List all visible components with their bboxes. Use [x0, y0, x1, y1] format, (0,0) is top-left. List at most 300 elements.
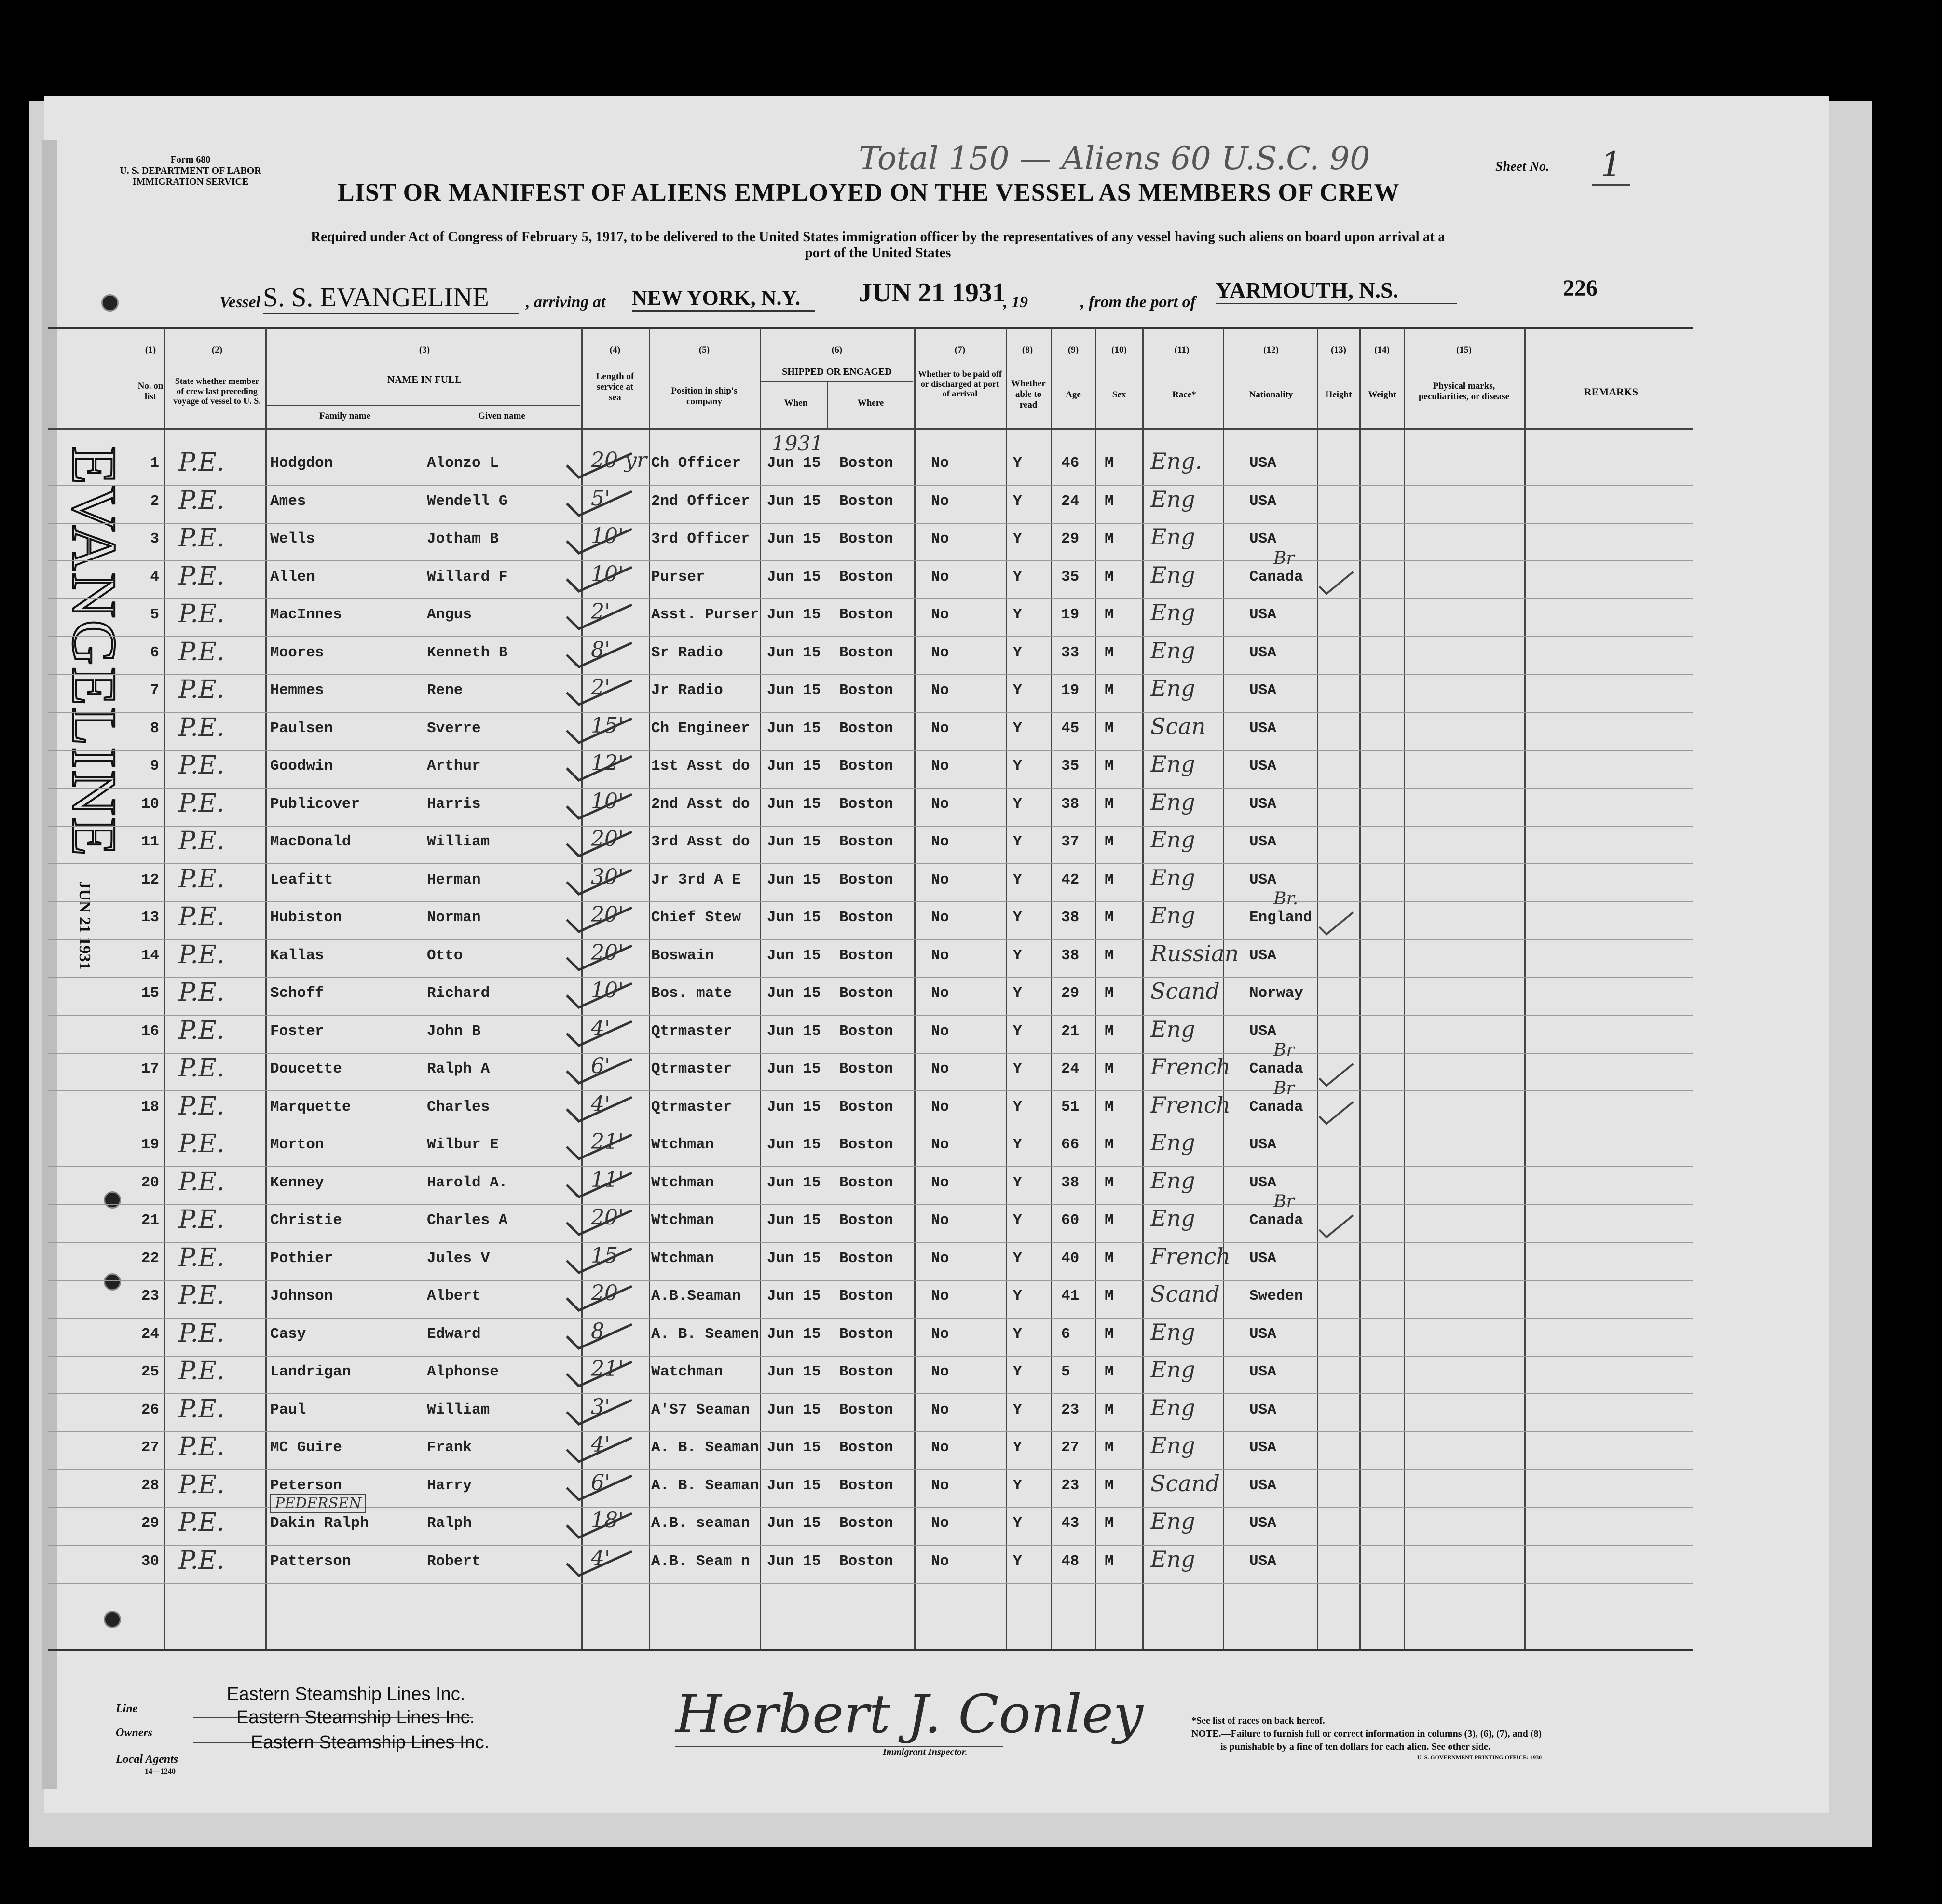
paid-off: No [931, 1250, 949, 1267]
nationality: Norway [1249, 985, 1303, 1002]
check-mark-icon [564, 637, 637, 669]
shipped-when: Jun 15 [767, 568, 821, 585]
nationality-note: Br [1273, 1192, 1295, 1211]
prev-voyage: P.E. [178, 940, 225, 969]
prev-voyage: P.E. [178, 637, 225, 666]
col-num-13: (13) [1331, 345, 1346, 355]
able-to-read: Y [1013, 1439, 1022, 1456]
printer-note: U. S. GOVERNMENT PRINTING OFFICE: 1930 [1417, 1754, 1542, 1761]
col-header-given: Given name [478, 411, 525, 421]
sex: M [1105, 985, 1114, 1002]
position: 1st Asst do [651, 758, 750, 775]
age: 38 [1061, 1174, 1080, 1191]
service-length: 12' [591, 751, 624, 775]
given-name: Herman [427, 871, 481, 888]
race: Eng [1150, 675, 1195, 701]
nationality: USA [1249, 871, 1276, 888]
check-mark-icon [564, 1284, 637, 1313]
given-name: Robert [427, 1552, 481, 1570]
row-number: 20 [141, 1174, 159, 1191]
punch-hole [104, 1611, 121, 1628]
given-name: John B [427, 1022, 481, 1040]
check-mark-icon [564, 1019, 637, 1048]
prev-voyage: P.E. [178, 1470, 225, 1499]
table-row [0, 827, 1942, 867]
shipped-when: Jun 15 [767, 455, 821, 472]
position: Chief Stew [651, 909, 741, 926]
race: Eng [1150, 827, 1195, 853]
prev-voyage: P.E. [178, 599, 225, 628]
shipped-where: Boston [839, 455, 893, 472]
sex: M [1105, 1098, 1114, 1115]
given-name: Arthur [427, 758, 481, 775]
race: Scand [1150, 1281, 1220, 1307]
prev-voyage: P.E. [178, 1129, 225, 1158]
row-number: 16 [141, 1022, 159, 1040]
service-length: 4' [591, 1091, 611, 1116]
col-num-10: (10) [1111, 345, 1127, 355]
table-row [0, 1167, 1942, 1208]
shipped-where: Boston [839, 492, 893, 510]
vessel-label: Vessel [219, 293, 260, 311]
row-number: 14 [141, 947, 159, 964]
date-stamp: JUN 21 1931 [859, 278, 1006, 308]
age: 35 [1061, 758, 1080, 775]
col-num-3: (3) [419, 345, 430, 355]
shipped-where: Boston [839, 985, 893, 1002]
service-length: 30' [591, 864, 624, 889]
given-name: Otto [427, 947, 463, 964]
row-number: 7 [150, 682, 159, 699]
agents-label: Local Agents [116, 1753, 178, 1766]
table-row [0, 1319, 1942, 1360]
able-to-read: Y [1013, 1250, 1022, 1267]
shipped-where: Boston [839, 1212, 893, 1229]
paid-off: No [931, 1552, 949, 1570]
given-name: William [427, 833, 490, 850]
service-length: 20' [591, 1205, 624, 1230]
given-name: Willard F [427, 568, 508, 585]
check-mark-icon [564, 565, 637, 594]
shipped-where: Boston [839, 568, 893, 585]
check-mark-icon [564, 1398, 637, 1427]
check-mark-icon [564, 716, 637, 745]
check-mark-icon [564, 1435, 637, 1464]
position: Qtrmaster [651, 1061, 732, 1077]
prev-voyage: P.E. [178, 1508, 225, 1537]
age: 43 [1061, 1515, 1080, 1532]
table-row [0, 1394, 1942, 1435]
col-num-4: (4) [609, 345, 621, 355]
position: A. B. Seaman [651, 1439, 759, 1456]
row-number: 2 [150, 492, 159, 510]
prev-voyage: P.E. [178, 978, 225, 1007]
shipped-where: Boston [839, 1477, 893, 1494]
shipped-where: Boston [839, 1325, 893, 1343]
age: 23 [1061, 1401, 1080, 1418]
sex: M [1105, 1174, 1114, 1191]
table-row [0, 599, 1942, 640]
table-row [0, 486, 1942, 527]
position: A'S7 Seaman [651, 1401, 750, 1418]
given-name: Alphonse [427, 1363, 499, 1380]
prev-voyage: P.E. [178, 1243, 225, 1272]
arriving-label: , arriving at [526, 293, 606, 311]
shipped-where: Boston [839, 1098, 893, 1115]
race: French [1150, 1091, 1231, 1118]
row-number: 24 [141, 1325, 159, 1343]
able-to-read: Y [1013, 1401, 1022, 1418]
col-header-sex: Sex [1112, 390, 1126, 400]
nationality: England [1249, 909, 1313, 926]
given-name: Frank [427, 1439, 472, 1456]
service-length: 20 [591, 1281, 618, 1306]
shipped-when: Jun 15 [767, 985, 821, 1002]
service-length: 20' [591, 902, 624, 927]
position: Wtchman [651, 1174, 714, 1191]
form-id: Form 680 [170, 154, 211, 165]
family-name: Peterson [270, 1477, 342, 1494]
age: 21 [1061, 1022, 1080, 1040]
given-name: Norman [427, 909, 481, 926]
check-mark-icon [564, 602, 637, 631]
age: 24 [1061, 1061, 1080, 1077]
table-row [0, 1281, 1942, 1321]
age: 41 [1061, 1288, 1080, 1305]
row-number: 27 [141, 1439, 159, 1456]
race: Eng [1150, 1205, 1195, 1231]
table-row [0, 1192, 1942, 1246]
table-row [0, 1357, 1942, 1397]
race: Eng [1150, 637, 1195, 664]
prev-voyage: P.E. [178, 1281, 225, 1310]
nationality: USA [1249, 1401, 1276, 1418]
check-mark-icon [564, 1167, 637, 1199]
row-number: 19 [141, 1136, 159, 1153]
year-note: 1931 [772, 432, 823, 455]
service-length: 10' [591, 978, 624, 1003]
sex: M [1105, 1061, 1114, 1077]
table-row [0, 789, 1942, 830]
paid-off: No [931, 720, 949, 737]
nationality: Canada [1249, 1061, 1303, 1077]
position: 2nd Officer [651, 492, 750, 510]
shipped-where: Boston [839, 795, 893, 813]
race: Eng [1150, 486, 1195, 512]
position: Jr Radio [651, 682, 723, 699]
col-header-race: Race* [1172, 390, 1196, 400]
given-name: Ralph A [427, 1061, 490, 1077]
prev-voyage: P.E. [178, 448, 225, 477]
age: 35 [1061, 568, 1080, 585]
nationality: USA [1249, 530, 1276, 547]
service-length: 4' [591, 1546, 611, 1571]
row-number: 12 [141, 871, 159, 888]
age: 24 [1061, 492, 1080, 510]
from-port: YARMOUTH, N.S. [1216, 277, 1457, 304]
shipped-where: Boston [839, 1439, 893, 1456]
age: 51 [1061, 1098, 1080, 1115]
row-number: 28 [141, 1477, 159, 1494]
prev-voyage: P.E. [178, 751, 225, 780]
paid-off: No [931, 1212, 949, 1229]
row-number: 13 [141, 909, 159, 926]
nationality: USA [1249, 682, 1276, 699]
family-name: Paulsen [270, 720, 333, 737]
able-to-read: Y [1013, 1325, 1022, 1343]
sex: M [1105, 833, 1114, 850]
side-stamp-text: EVANGELINE [59, 446, 129, 858]
table-row [0, 637, 1942, 678]
shipped-when: Jun 15 [767, 682, 821, 699]
family-name: Foster [270, 1022, 324, 1040]
shipped-where: Boston [839, 1061, 893, 1077]
shipped-when: Jun 15 [767, 758, 821, 775]
row-number: 26 [141, 1401, 159, 1418]
family-name: Ames [270, 492, 306, 510]
paid-off: No [931, 1477, 949, 1494]
check-mark-icon [564, 527, 637, 556]
paid-off: No [931, 833, 949, 850]
race: Eng [1150, 524, 1195, 550]
shipped-when: Jun 15 [767, 492, 821, 510]
age: 19 [1061, 606, 1080, 623]
shipped-where: Boston [839, 720, 893, 737]
check-mark-icon [564, 1246, 637, 1275]
race: Scand [1150, 1470, 1220, 1496]
check-mark-icon [564, 1511, 637, 1540]
nationality: USA [1249, 492, 1276, 510]
given-name: Wendell G [427, 492, 508, 510]
sex: M [1105, 909, 1114, 926]
age: 33 [1061, 644, 1080, 661]
family-name: Johnson [270, 1288, 333, 1305]
position: A.B. Seam n [651, 1552, 750, 1570]
check-mark-icon [564, 754, 637, 783]
age: 45 [1061, 720, 1080, 737]
family-name: Goodwin [270, 758, 333, 775]
table-bottom-rule [48, 1649, 1693, 1651]
position: Qtrmaster [651, 1098, 732, 1115]
paid-off: No [931, 1136, 949, 1153]
nationality-note: Br [1273, 548, 1295, 568]
fine-note: NOTE.—Failure to furnish full or correct information in columns (3), (6), (7), and (8) [1191, 1728, 1542, 1739]
paid-off: No [931, 1439, 949, 1456]
nationality: USA [1249, 1439, 1276, 1456]
able-to-read: Y [1013, 758, 1022, 775]
shipped-when: Jun 15 [767, 947, 821, 964]
shipped-when: Jun 15 [767, 1174, 821, 1191]
paid-off: No [931, 1363, 949, 1380]
row-number: 21 [141, 1212, 159, 1229]
given-name: Ralph [427, 1515, 472, 1532]
family-name: Moores [270, 644, 324, 661]
race: Scan [1150, 713, 1206, 739]
shipped-subrule [761, 381, 913, 382]
able-to-read: Y [1013, 1174, 1022, 1191]
age: 38 [1061, 795, 1080, 813]
side-date: JUN 21 1931 [76, 881, 94, 970]
paid-off: No [931, 871, 949, 888]
shipped-when: Jun 15 [767, 1250, 821, 1267]
family-name: Wells [270, 530, 315, 547]
subtitle-line-1: Required under Act of Congress of February 5, 1917, to be delivered to the United States immigration officer by the representatives of any vessel having such aliens on board upon arrival at a [311, 229, 1445, 245]
given-name: William [427, 1401, 490, 1418]
position: A. B. Seamen [651, 1325, 759, 1343]
age: 5 [1061, 1363, 1070, 1380]
table-row [0, 978, 1942, 1019]
check-mark-icon [564, 1473, 637, 1502]
service-length: 20 yr [591, 448, 647, 473]
tick-icon [1317, 1059, 1355, 1088]
paid-off: No [931, 909, 949, 926]
line-label: Line [116, 1702, 138, 1715]
prev-voyage: P.E. [178, 1432, 225, 1461]
able-to-read: Y [1013, 795, 1022, 813]
service-length: 11' [591, 1167, 624, 1192]
prev-voyage: P.E. [178, 1205, 225, 1234]
sex: M [1105, 1363, 1114, 1380]
able-to-read: Y [1013, 1552, 1022, 1570]
sex: M [1105, 1439, 1114, 1456]
prev-voyage: P.E. [178, 675, 225, 704]
check-mark-icon [564, 1057, 637, 1086]
service-length: 21' [591, 1129, 624, 1154]
position: Sr Radio [651, 644, 723, 661]
position: 3rd Officer [651, 530, 750, 547]
nationality: USA [1249, 1363, 1276, 1380]
col-num-5: (5) [698, 345, 710, 355]
age: 38 [1061, 947, 1080, 964]
shipped-when: Jun 15 [767, 606, 821, 623]
shipped-where: Boston [839, 606, 893, 623]
given-name: Harris [427, 795, 481, 813]
prev-voyage: P.E. [178, 1091, 225, 1121]
paid-off: No [931, 758, 949, 775]
row-number: 18 [141, 1098, 159, 1115]
race: Eng [1150, 1432, 1195, 1458]
family-name: MacDonald [270, 833, 351, 850]
family-name: Hodgdon [270, 455, 333, 472]
tick-icon [1317, 567, 1355, 596]
able-to-read: Y [1013, 1061, 1022, 1077]
check-mark-icon [564, 1549, 637, 1578]
sex: M [1105, 720, 1114, 737]
race: Eng [1150, 599, 1195, 626]
nationality: USA [1249, 1325, 1276, 1343]
col-header-where: Where [857, 398, 884, 408]
col-header-weight: Weight [1368, 390, 1396, 400]
service: IMMIGRATION SERVICE [132, 177, 249, 187]
position: Watchman [651, 1363, 723, 1380]
sex: M [1105, 606, 1114, 623]
shipped-when: Jun 15 [767, 530, 821, 547]
nationality: Canada [1249, 1098, 1303, 1115]
able-to-read: Y [1013, 985, 1022, 1002]
paid-off: No [931, 947, 949, 964]
paid-off: No [931, 568, 949, 585]
prev-voyage: P.E. [178, 1054, 225, 1083]
position: A.B. seaman [651, 1515, 750, 1532]
table-row [0, 1129, 1942, 1170]
shipped-where: Boston [839, 1363, 893, 1380]
nationality: USA [1249, 1136, 1276, 1153]
check-mark-icon [564, 1132, 637, 1161]
table-row [0, 548, 1942, 602]
sex: M [1105, 1250, 1114, 1267]
race: Eng [1150, 1508, 1195, 1534]
given-name: Charles A [427, 1212, 508, 1229]
given-name: Sverre [427, 720, 481, 737]
family-name: Marquette [270, 1098, 351, 1115]
table-row [0, 940, 1942, 981]
paid-off: No [931, 1325, 949, 1343]
sex: M [1105, 455, 1114, 472]
age: 23 [1061, 1477, 1080, 1494]
service-length: 20' [591, 827, 624, 851]
form-header-block [116, 154, 265, 188]
race: Eng [1150, 789, 1195, 815]
table-header-rule [48, 428, 1693, 430]
given-name: Alonzo L [427, 455, 499, 472]
row-number: 17 [141, 1061, 159, 1077]
col-header-prev-voyage: State whether member of crew last preceding voyage of vessel to U. S. [173, 376, 261, 406]
table-row [0, 1040, 1942, 1094]
shipped-subdivider [827, 381, 828, 428]
given-name: Angus [427, 606, 472, 623]
position: Wtchman [651, 1136, 714, 1153]
check-mark-icon [564, 1095, 637, 1124]
family-name: Schoff [270, 985, 324, 1002]
col-num-7: (7) [954, 345, 966, 355]
service-length: 6' [591, 1470, 611, 1495]
given-name: Harry [427, 1477, 472, 1494]
check-mark-icon [564, 1322, 637, 1351]
prev-voyage: P.E. [178, 1546, 225, 1575]
position: Ch Officer [651, 455, 741, 472]
family-name: Hubiston [270, 909, 342, 926]
nationality: USA [1249, 1477, 1276, 1494]
family-name: Christie [270, 1212, 342, 1229]
race: Eng. [1150, 448, 1203, 474]
col-num-9: (9) [1067, 345, 1079, 355]
prev-voyage: P.E. [178, 486, 225, 515]
sheet-number: 1 [1592, 145, 1630, 186]
service-length: 2' [591, 675, 611, 700]
col-num-11: (11) [1174, 345, 1190, 355]
able-to-read: Y [1013, 909, 1022, 926]
check-mark-icon [564, 792, 637, 821]
table-row [0, 1508, 1942, 1549]
able-to-read: Y [1013, 720, 1022, 737]
check-mark-icon [564, 1208, 637, 1237]
able-to-read: Y [1013, 947, 1022, 964]
position: 3rd Asst do [651, 833, 750, 850]
family-name: Landrigan [270, 1363, 351, 1380]
shipped-where: Boston [839, 758, 893, 775]
prev-voyage: P.E. [178, 864, 225, 894]
line-value: Eastern Steamship Lines Inc. [227, 1684, 465, 1704]
race: Eng [1150, 1129, 1195, 1156]
nationality: USA [1249, 758, 1276, 775]
sex: M [1105, 947, 1114, 964]
prev-voyage: P.E. [178, 561, 225, 591]
check-mark-icon [564, 905, 637, 934]
col-num-8: (8) [1022, 345, 1033, 355]
able-to-read: Y [1013, 606, 1022, 623]
row-number: 29 [141, 1515, 159, 1532]
shipped-where: Boston [839, 871, 893, 888]
